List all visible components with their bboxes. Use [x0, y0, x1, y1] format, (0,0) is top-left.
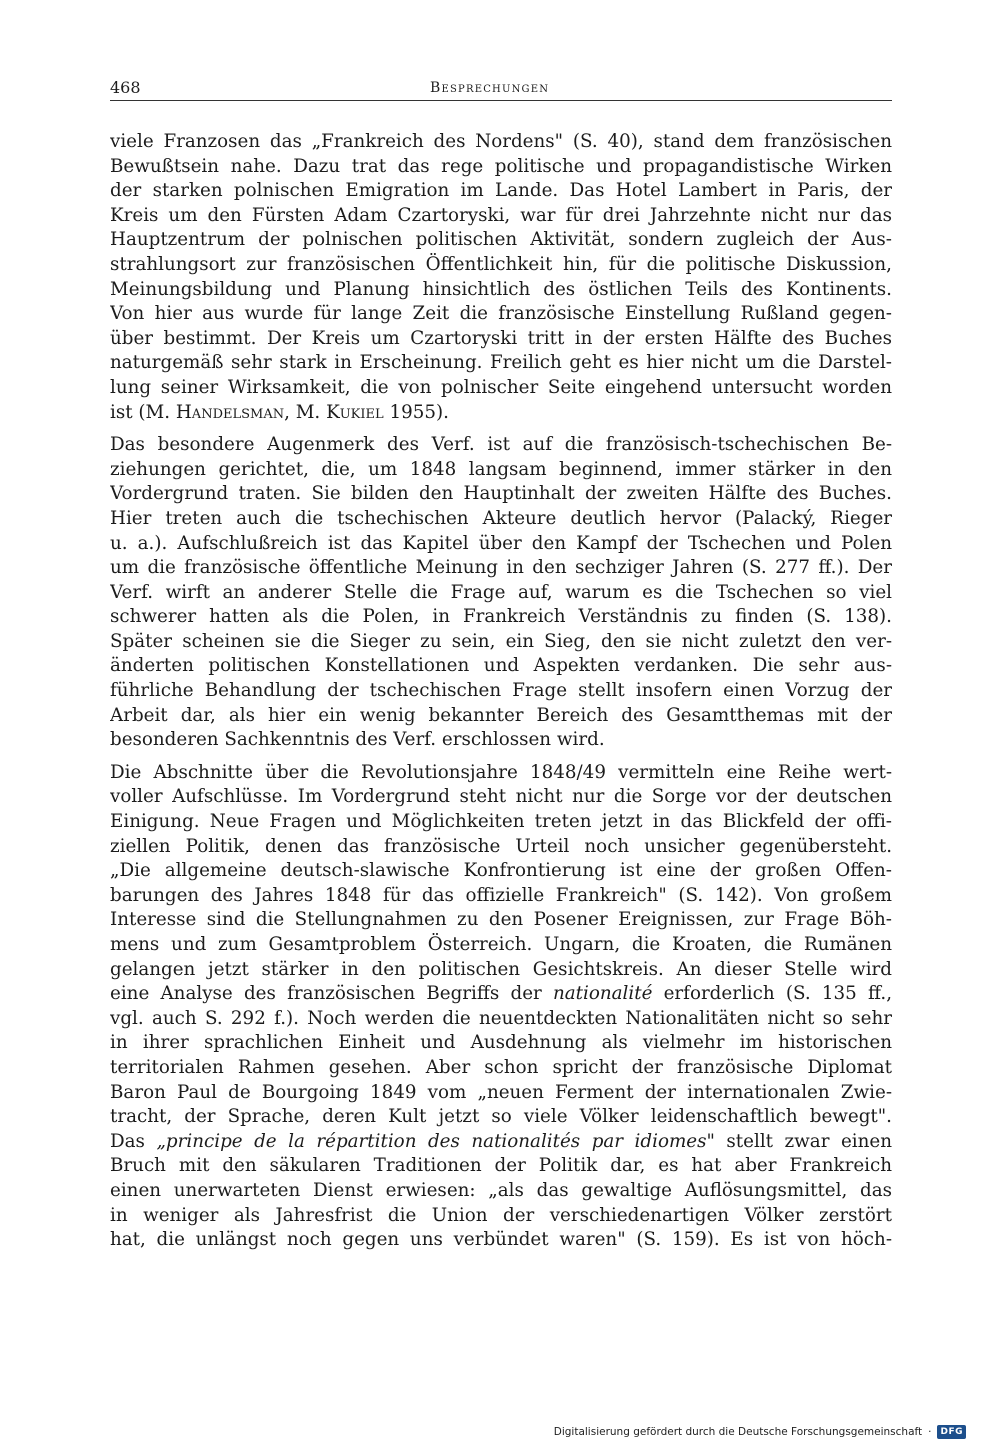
- text-fragment: , M.: [284, 401, 327, 423]
- text-line: lung seiner Wirksamkeit, die von polnischer Seite eingehend untersucht worden: [110, 376, 892, 398]
- text-line: voller Aufschlüsse. Im Vordergrund steht nicht nur die Sorge vor der deutschen: [110, 786, 892, 808]
- text-line: in ihrer sprachlichen Einheit und Ausdehnung als vielmehr im historischen: [110, 1032, 892, 1054]
- text-line: einen unerwarteten Dienst erwiesen: „als das gewaltige Auflösungsmittel, das: [110, 1179, 892, 1201]
- paragraph-1: [110, 130, 892, 425]
- text-fragment: erforderlich (S. 135 ff.,: [652, 983, 892, 1005]
- text-line: „Die allgemeine deutsch-slawische Konfrontierung ist eine der großen Offen-: [110, 860, 892, 882]
- text-line: strahlungsort zur französischen Öffentlichkeit hin, für die politische Diskussion,: [110, 253, 892, 275]
- page-header: [110, 78, 892, 100]
- text-line: gelangen jetzt stärker in den politischen Gesichtskreis. An dieser Stelle wird: [110, 958, 892, 980]
- text-line: mens und zum Gesamtproblem Österreich. Ungarn, die Kroaten, die Rumänen: [110, 934, 892, 955]
- text-line: Bruch mit den säkularen Traditionen der Politik dar, es hat aber Frankreich: [110, 1155, 892, 1177]
- text-line: territorialen Rahmen gesehen. Aber schon spricht der französische Diplomat: [110, 1056, 892, 1078]
- text-line: Kreis um den Fürsten Adam Czartoryski, war für drei Jahrzehnte nicht nur das: [110, 204, 892, 226]
- text-line: führliche Behandlung der tschechischen Frage stellt insofern einen Vorzug der: [110, 680, 892, 702]
- paragraph-3: [110, 761, 892, 1253]
- text-line-principe: [110, 1130, 892, 1155]
- running-head: Besprechungen: [430, 80, 550, 96]
- paragraph-2: [110, 433, 892, 753]
- text-line: schwerer hatten als die Polen, in Frankreich Verständnis zu finden (S. 138).: [110, 606, 892, 628]
- text-line: tracht, der Sprache, deren Kult jetzt so viele Völker leidenschaftlich bewegt".: [110, 1106, 892, 1128]
- text-line-citation: [110, 401, 892, 426]
- text-line: hat, die unlängst noch gegen uns verbündet waren" (S. 159). Es ist von höch-: [110, 1229, 892, 1251]
- footer-credit: [554, 1423, 966, 1441]
- text-line: Von hier aus wurde für lange Zeit die französische Einstellung Rußland gegen-: [110, 303, 892, 325]
- text-fragment: stellt zwar einen: [714, 1130, 892, 1152]
- text-line: Meinungsbildung und Planung hinsichtlich des östlichen Teils des Kontinents.: [110, 278, 892, 300]
- text-line: barungen des Jahres 1848 für das offizielle Frankreich" (S. 142). Von großem: [110, 884, 892, 906]
- digitization-credit: Digitalisierung gefördert durch die Deutsche Forschungsgemeinschaft: [553, 1426, 923, 1438]
- text-line: ziellen Politik, denen das französische Urteil noch unsicher gegenübersteht.: [110, 835, 892, 857]
- text-line: Baron Paul de Bourgoing 1849 vom „neuen Ferment der internationalen Zwie-: [110, 1081, 892, 1103]
- text-line: viele Franzosen das „Frankreich des Nordens" (S. 40), stand dem französischen: [110, 131, 892, 152]
- text-line: Die Abschnitte über die Revolutionsjahre 1848/49 vermitteln eine Reihe wert-: [110, 761, 892, 783]
- page-number: 468: [110, 78, 141, 97]
- text-line: der starken polnischen Emigration im Lande. Das Hotel Lambert in Paris, der: [110, 180, 892, 202]
- text-fragment: eine Analyse des französischen Begriffs der: [110, 983, 553, 1005]
- text-fragment: 1955).: [383, 401, 449, 423]
- text-line: um die französische öffentliche Meinung in den sechziger Jahren (S. 277 ff.). Der: [110, 557, 892, 579]
- text-fragment: Das: [110, 1130, 157, 1152]
- separator-dot: ·: [928, 1426, 932, 1438]
- text-line: Verf. wirft an anderer Stelle die Frage auf, warum es die Tschechen so viel: [110, 581, 892, 603]
- author-name: Kukiel: [326, 401, 384, 423]
- text-line: Interesse sind die Stellungnahmen zu den Posener Ereignissen, zur Frage Böh-: [110, 909, 892, 931]
- italic-term: nationalité: [552, 983, 653, 1005]
- text-line: naturgemäß sehr stark in Erscheinung. Freilich geht es hier nicht um die Darstel-: [110, 352, 892, 374]
- text-line: in weniger als Jahresfrist die Union der verschiedenartigen Völker zerstört: [110, 1204, 892, 1226]
- dfg-logo-icon: DFG: [937, 1425, 966, 1439]
- text-line: besonderen Sachkenntnis des Verf. erschlossen wird.: [110, 729, 605, 751]
- text-line: Hauptzentrum der polnischen politischen Aktivität, sondern zugleich der Aus-: [110, 229, 892, 251]
- text-line: Hier treten auch die tschechischen Akteure deutlich hervor (Palacký, Rieger: [110, 507, 892, 529]
- text-line: Arbeit dar, als hier ein wenig bekannter Bereich des Gesamtthemas mit der: [110, 704, 892, 726]
- italic-quote: „principe de la répartition des nationalités par idiomes": [156, 1130, 715, 1152]
- text-line: Das besondere Augenmerk des Verf. ist auf die französisch-tschechischen Be-: [110, 434, 892, 456]
- text-line: vgl. auch S. 292 f.). Noch werden die neuentdeckten Nationalitäten nicht so sehr: [110, 1007, 892, 1029]
- text-line: Bewußtsein nahe. Dazu trat das rege politische und propagandistische Wirken: [110, 155, 892, 177]
- text-line: Vordergrund traten. Sie bilden den Hauptinhalt der zweiten Hälfte des Buches.: [110, 483, 892, 505]
- body-text: [110, 130, 892, 1261]
- text-line: über bestimmt. Der Kreis um Czartoryski tritt in der ersten Hälfte des Buches: [110, 327, 892, 349]
- text-line-nationalite: [110, 982, 892, 1007]
- text-line: u. a.). Aufschlußreich ist das Kapitel über den Kampf der Tschechen und Polen: [110, 532, 892, 554]
- author-name: Handelsman: [175, 401, 285, 423]
- text-line: ziehungen gerichtet, die, um 1848 langsam beginnend, immer stärker in den: [110, 458, 892, 480]
- text-line: änderten politischen Konstellationen und Aspekten verdanken. Die sehr aus-: [110, 655, 892, 677]
- text-fragment: ist (M.: [110, 401, 176, 423]
- header-rule: [110, 100, 892, 101]
- text-line: Später scheinen sie die Sieger zu sein, ein Sieg, den sie nicht zuletzt den ver-: [110, 630, 892, 652]
- text-line: Einigung. Neue Fragen und Möglichkeiten treten jetzt in das Blickfeld der offi-: [110, 811, 892, 833]
